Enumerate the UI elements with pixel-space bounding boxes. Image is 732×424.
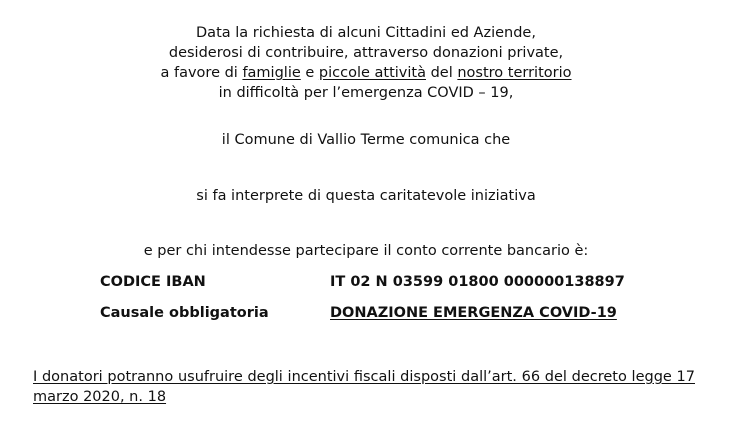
iban-label: CODICE IBAN xyxy=(100,274,206,290)
causale-value: DONAZIONE EMERGENZA COVID-19 xyxy=(330,305,617,321)
tax-incentive-note: I donatori potranno usufruire degli incentivi fiscali disposti dall’art. 66 del decreto legge 17 marzo 2020, n. 18 xyxy=(33,369,695,405)
small-businesses-text: piccole attività xyxy=(318,65,426,81)
intro-line-1: Data la richiesta di alcuni Cittadini ed Aziende, xyxy=(196,25,536,41)
intro-line-2: desiderosi di contribuire, attraverso donazioni private, xyxy=(168,45,564,61)
intro-paragraph xyxy=(0,23,732,103)
initiative-line: si fa interprete di questa caritatevole iniziativa xyxy=(196,188,536,204)
families-text: famiglie xyxy=(242,65,301,81)
account-intro-line: e per chi intendesse partecipare il conto corrente bancario è: xyxy=(143,243,589,259)
intro-line-3-text-a: a favore di xyxy=(160,65,243,81)
iban-value: IT 02 N 03599 01800 000000138897 xyxy=(330,274,625,290)
territory-text: nostro territorio xyxy=(457,65,572,81)
intro-line-3 xyxy=(0,63,732,83)
announcement-line: il Comune di Vallio Terme comunica che xyxy=(221,132,511,148)
intro-line-4: in difficoltà per l’emergenza COVID – 19, xyxy=(218,85,514,101)
causale-label: Causale obbligatoria xyxy=(100,305,269,321)
intro-line-3-text-b: e xyxy=(300,65,319,81)
intro-line-3-text-c: del xyxy=(425,65,458,81)
